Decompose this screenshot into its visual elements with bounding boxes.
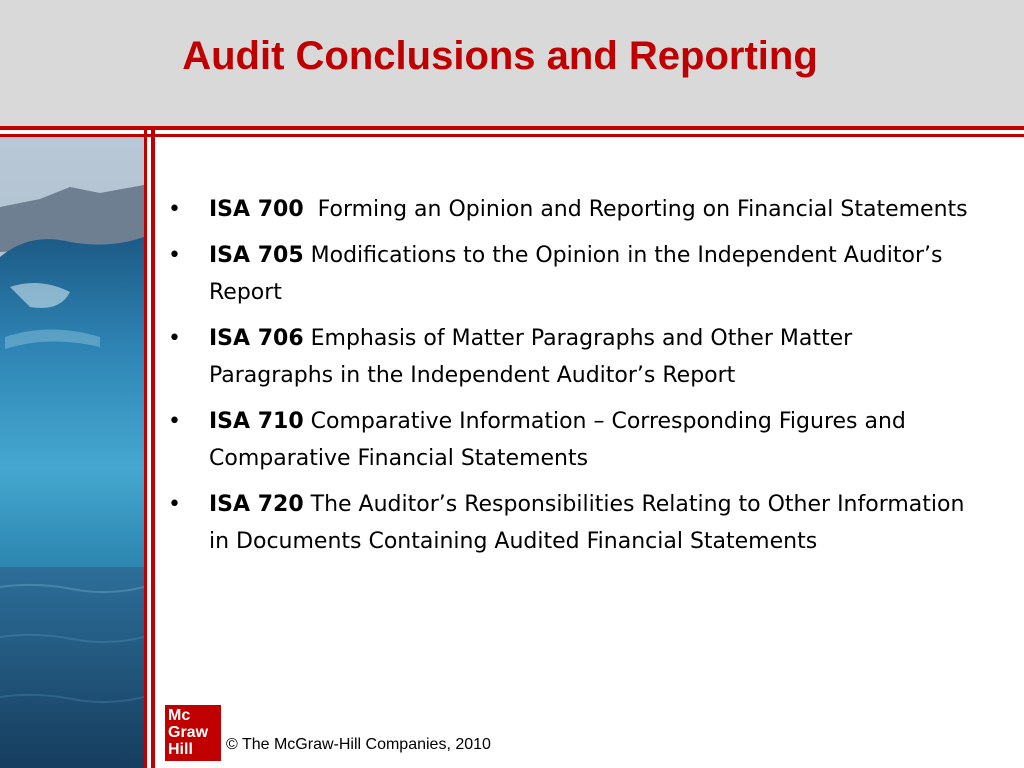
- isa-code: ISA 710: [209, 409, 304, 434]
- bullet-list-area: [168, 191, 972, 569]
- logo-line: Graw: [168, 724, 209, 741]
- vertical-divider-right: [151, 126, 155, 768]
- isa-description: Forming an Opinion and Reporting on Financial Statements: [303, 197, 968, 222]
- iceberg-photo: [0, 137, 144, 768]
- isa-description: Emphasis of Matter Paragraphs and Other Matter Paragraphs in the Independent Auditor’s Report: [209, 326, 860, 388]
- isa-description: Modifications to the Opinion in the Independent Auditor’s Report: [209, 243, 950, 305]
- list-item: [168, 237, 968, 311]
- list-item: [168, 486, 972, 560]
- list-item: [168, 191, 968, 228]
- isa-code: ISA 720: [209, 492, 304, 517]
- logo-line: Mc: [168, 707, 191, 724]
- isa-code: ISA 700: [209, 197, 304, 222]
- vertical-divider-left: [144, 126, 147, 768]
- isa-code: ISA 705: [209, 243, 304, 268]
- isa-description: The Auditor’s Responsibilities Relating to Other Information in Documents Containing Audited Financial Statements: [209, 492, 972, 554]
- bullet-icon: •: [168, 326, 181, 351]
- isa-code: ISA 706: [209, 326, 304, 351]
- list-item: [168, 320, 968, 394]
- list-item: [168, 403, 968, 477]
- slide-title: Audit Conclusions and Reporting: [182, 34, 818, 78]
- bullet-icon: •: [168, 492, 181, 517]
- bullet-list: [168, 191, 972, 560]
- isa-description: Comparative Information – Corresponding Figures and Comparative Financial Statements: [209, 409, 913, 471]
- copyright-text: © The McGraw-Hill Companies, 2010: [226, 736, 491, 753]
- logo-line: Hill: [168, 741, 193, 758]
- mcgraw-hill-logo: [165, 705, 221, 761]
- bullet-icon: •: [168, 409, 181, 434]
- bullet-icon: •: [168, 197, 181, 222]
- bullet-icon: •: [168, 243, 181, 268]
